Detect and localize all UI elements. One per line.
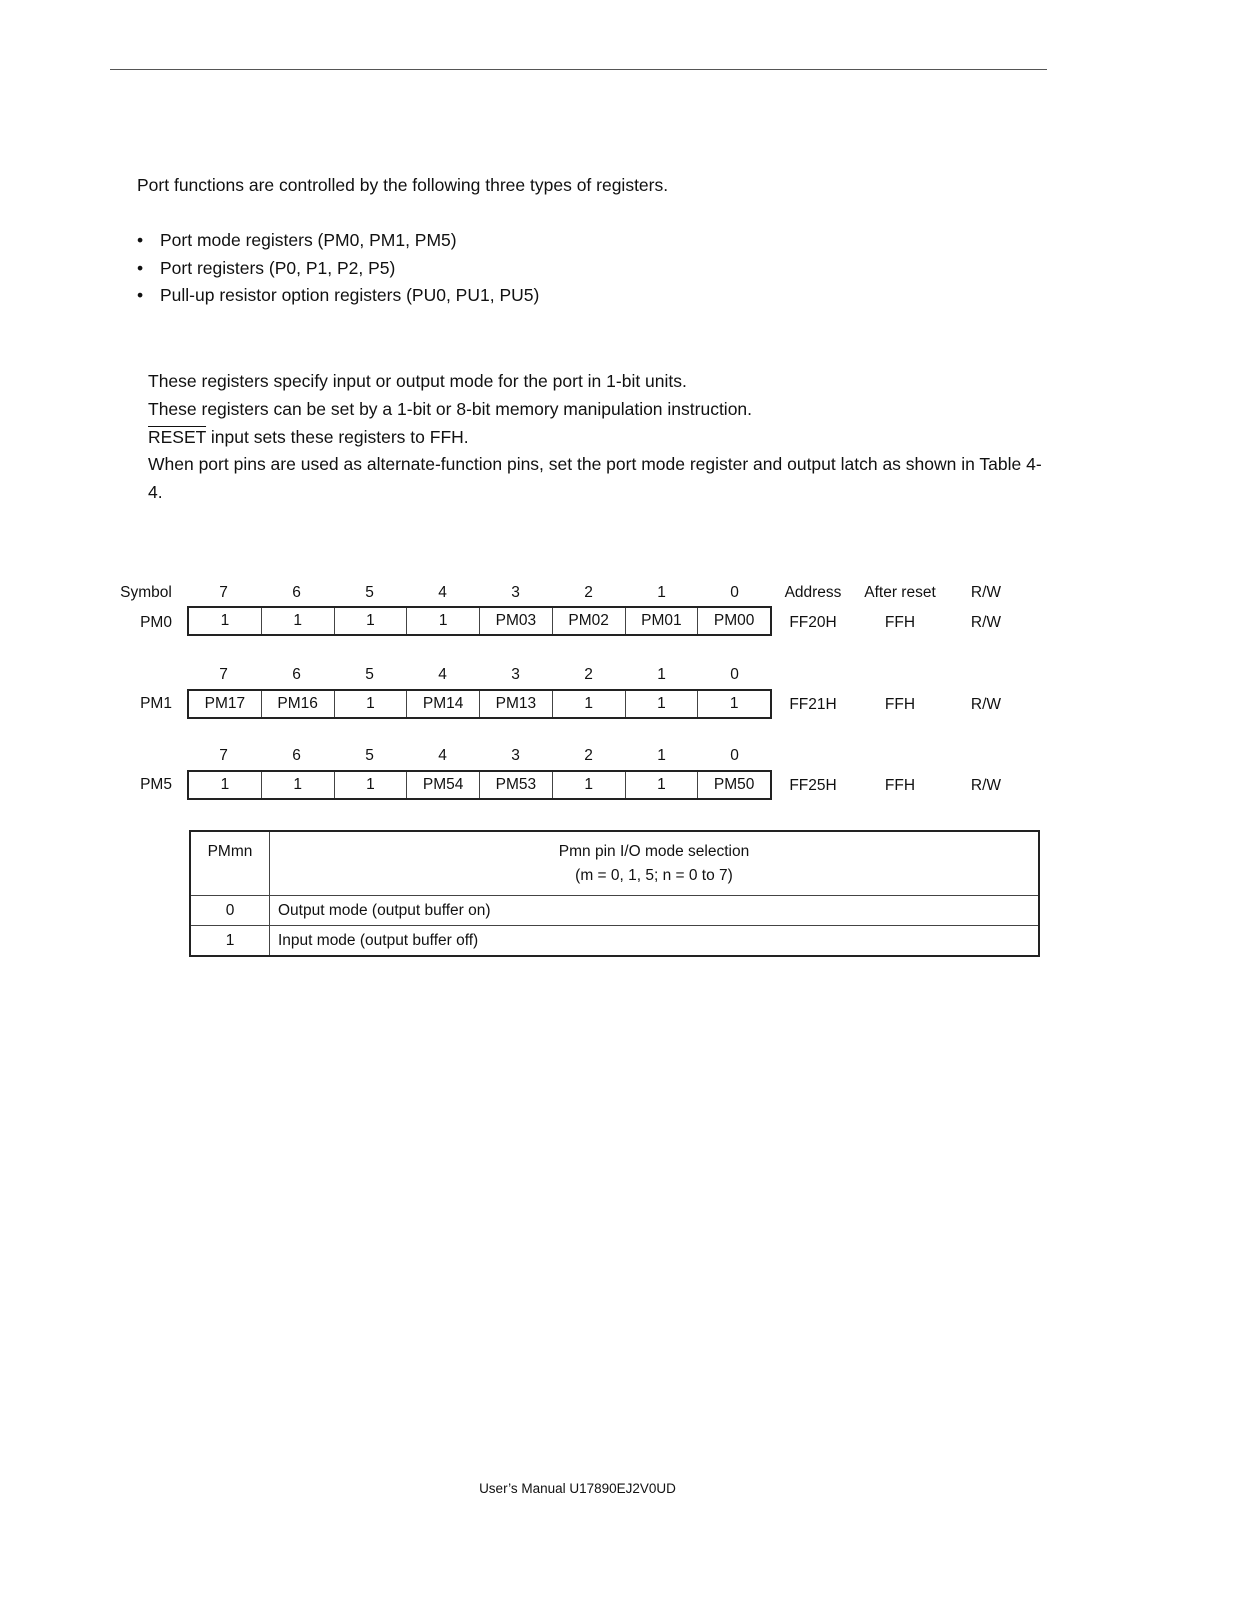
- table-row: [190, 896, 1039, 926]
- description: [148, 368, 1048, 507]
- bit-number: 6: [292, 584, 301, 601]
- bit-cell: PM02: [552, 608, 625, 634]
- register-type-list: [137, 230, 539, 313]
- rw-value: R/W: [970, 777, 1002, 794]
- table-cell: Input mode (output buffer off): [270, 926, 1040, 957]
- after-reset-value: FFH: [884, 696, 916, 713]
- top-rule: [110, 69, 1047, 70]
- intro-text: Port functions are controlled by the following three types of registers.: [137, 175, 669, 195]
- after-reset-value: FFH: [884, 777, 916, 794]
- bit-cell: 1: [334, 691, 407, 717]
- page-footer: User’s Manual U17890EJ2V0UD: [479, 1481, 676, 1496]
- bit-cell: 1: [334, 772, 407, 798]
- bit-number: 6: [292, 747, 301, 764]
- bullet-icon: •: [137, 257, 144, 278]
- bit-number: 6: [292, 666, 301, 683]
- column-header-line: Pmn pin I/O mode selection: [558, 842, 750, 860]
- bit-number: 1: [657, 747, 666, 764]
- description-line: These registers specify input or output mode for the port in 1-bit units.: [148, 371, 687, 391]
- bit-cell: 1: [552, 772, 625, 798]
- bit-cell: 1: [220, 612, 230, 629]
- bit-cell: 1: [261, 772, 334, 798]
- bit-cell: PM16: [261, 691, 334, 717]
- bit-number: 0: [730, 584, 739, 601]
- bit-cell: 1: [552, 691, 625, 717]
- register-symbol: PM0: [140, 614, 172, 631]
- rw-value: R/W: [970, 614, 1002, 631]
- after-reset-value: FFH: [884, 614, 916, 631]
- address-header: Address: [784, 584, 842, 601]
- bit-cell: 1: [334, 608, 407, 634]
- bit-cell: PM03: [479, 608, 552, 634]
- description-line: When port pins are used as alternate-function pins, set the port mode register and output latch as shown in Table 4-4.: [148, 454, 1042, 503]
- bullet-icon: •: [137, 230, 144, 250]
- bit-cell: 1: [261, 608, 334, 634]
- bit-cell: PM50: [697, 772, 770, 798]
- bit-number: 2: [584, 584, 593, 601]
- bit-number: 4: [438, 666, 447, 683]
- register-address: FF20H: [789, 614, 837, 631]
- bit-number: 5: [365, 666, 374, 683]
- table-row: [190, 926, 1039, 957]
- bit-number: 1: [657, 584, 666, 601]
- bit-number: 2: [584, 747, 593, 764]
- bit-number: 3: [511, 584, 520, 601]
- table-cell: Output mode (output buffer on): [270, 896, 1040, 926]
- mode-selection-table: [189, 830, 1040, 957]
- bit-number: 7: [219, 747, 228, 764]
- bit-cell: 1: [220, 776, 230, 793]
- bit-number: 4: [438, 584, 447, 601]
- bit-number: 4: [438, 747, 447, 764]
- bit-number: 0: [730, 666, 739, 683]
- table-header-row: [190, 831, 1039, 896]
- bit-cell: PM53: [479, 772, 552, 798]
- bit-cell: 1: [625, 772, 698, 798]
- table-cell: 1: [190, 926, 270, 957]
- list-item: • Port mode registers (PM0, PM1, PM5): [137, 230, 457, 250]
- register-symbol: PM1: [140, 695, 172, 712]
- reset-signal: RESET: [148, 426, 207, 447]
- bit-number: 5: [365, 584, 374, 601]
- list-item: • Pull-up resistor option registers (PU0, PU1, PU5): [137, 285, 540, 305]
- bullet-icon: •: [137, 285, 144, 305]
- bit-number: 7: [219, 666, 228, 683]
- bit-field: [187, 606, 772, 636]
- rw-header: R/W: [970, 584, 1002, 601]
- after-reset-header: After reset: [864, 584, 936, 601]
- bit-number: 3: [511, 747, 520, 764]
- bit-cell: 1: [625, 691, 698, 717]
- register-address: FF25H: [789, 777, 837, 794]
- register-symbol: PM5: [140, 776, 172, 793]
- list-item: • Port registers (P0, P1, P2, P5): [137, 257, 396, 278]
- bit-cell: PM01: [625, 608, 698, 634]
- bit-number: 0: [730, 747, 739, 764]
- bit-cell: 1: [697, 691, 770, 717]
- table-cell: 0: [190, 896, 270, 926]
- column-header: [270, 831, 1040, 896]
- bit-number: 5: [365, 747, 374, 764]
- symbol-header: Symbol: [120, 584, 172, 601]
- bit-cell: PM13: [479, 691, 552, 717]
- bit-cell: PM17: [204, 695, 246, 712]
- bit-number: 3: [511, 666, 520, 683]
- description-line: These registers can be set by a 1-bit or 8-bit memory manipulation instruction.: [148, 398, 753, 419]
- register-address: FF21H: [789, 696, 837, 713]
- rw-value: R/W: [970, 696, 1002, 713]
- bit-cell: 1: [406, 608, 479, 634]
- bit-field: [187, 770, 772, 800]
- column-header-line: (m = 0, 1, 5; n = 0 to 7): [575, 866, 733, 884]
- bit-cell: PM54: [406, 772, 479, 798]
- bit-number: 1: [657, 666, 666, 683]
- description-line: RESET input sets these registers to FFH.: [148, 426, 469, 447]
- column-header: PMmn: [190, 831, 270, 896]
- bit-number: 7: [219, 584, 228, 601]
- bit-cell: PM00: [697, 608, 770, 634]
- bit-cell: PM14: [406, 691, 479, 717]
- bit-number: 2: [584, 666, 593, 683]
- bit-field: [187, 689, 772, 719]
